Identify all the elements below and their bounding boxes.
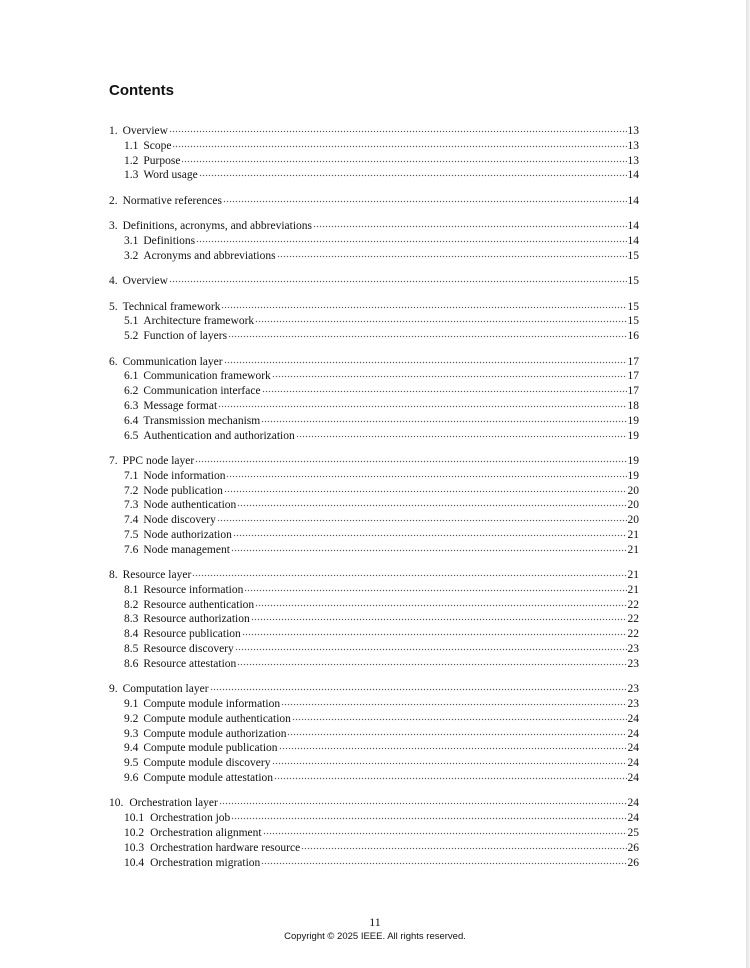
entry-page-number: 13 bbox=[627, 154, 639, 167]
toc-section-group bbox=[109, 274, 639, 289]
toc-entry[interactable] bbox=[109, 568, 639, 583]
entry-page-number: 21 bbox=[627, 528, 639, 541]
toc-subentry[interactable] bbox=[109, 612, 639, 627]
entry-number: 6.1 bbox=[124, 370, 139, 383]
copyright-notice: Copyright © 2025 IEEE. All rights reserved. bbox=[284, 931, 466, 942]
entry-title: Overview bbox=[122, 125, 168, 137]
entry-title: Compute module authorization bbox=[143, 727, 287, 740]
entry-title: Resource publication bbox=[143, 628, 241, 641]
toc-entry[interactable] bbox=[109, 682, 639, 697]
toc-subentry[interactable] bbox=[109, 657, 639, 672]
dot-leader bbox=[292, 718, 627, 721]
toc-entry[interactable] bbox=[109, 124, 639, 139]
dot-leader bbox=[192, 574, 626, 577]
entry-title: Orchestration layer bbox=[129, 797, 218, 810]
entry-page-number: 14 bbox=[627, 169, 639, 182]
entry-title: Communication layer bbox=[122, 355, 223, 368]
entry-page-number: 24 bbox=[627, 757, 639, 770]
dot-leader bbox=[272, 375, 627, 378]
dot-leader bbox=[217, 519, 627, 522]
dot-leader bbox=[226, 475, 626, 478]
dot-leader bbox=[242, 633, 627, 636]
toc-section-group bbox=[109, 796, 639, 870]
toc-subentry[interactable] bbox=[109, 642, 639, 657]
entry-page-number: 24 bbox=[627, 797, 639, 810]
dot-leader bbox=[235, 648, 627, 651]
entry-page-number: 20 bbox=[627, 499, 639, 512]
toc-subentry[interactable] bbox=[109, 697, 639, 712]
entry-number: 6.3 bbox=[124, 399, 139, 412]
toc-subentry[interactable] bbox=[109, 756, 639, 771]
entry-title: Node information bbox=[143, 469, 226, 482]
entry-number: 10. bbox=[109, 797, 124, 810]
dot-leader bbox=[261, 420, 626, 423]
entry-title: Communication framework bbox=[143, 370, 271, 383]
entry-number: 7.5 bbox=[124, 528, 139, 541]
entry-page-number: 21 bbox=[627, 583, 639, 596]
toc-subentry[interactable] bbox=[109, 369, 639, 384]
toc-subentry[interactable] bbox=[109, 841, 639, 856]
entry-page-number: 21 bbox=[627, 569, 639, 582]
dot-leader bbox=[172, 145, 626, 148]
toc-subentry[interactable] bbox=[109, 598, 639, 613]
entry-number: 1. bbox=[109, 125, 118, 137]
entry-title: Resource attestation bbox=[143, 657, 237, 670]
entry-number: 7.3 bbox=[124, 499, 139, 512]
entry-number: 7.6 bbox=[124, 543, 139, 556]
entry-page-number: 15 bbox=[627, 275, 639, 288]
dot-leader bbox=[221, 306, 626, 309]
entry-number: 9.2 bbox=[124, 712, 139, 725]
entry-number: 1.2 bbox=[124, 154, 139, 167]
dot-leader bbox=[210, 688, 627, 691]
entry-title: Resource discovery bbox=[143, 643, 234, 656]
entry-number: 9.3 bbox=[124, 727, 139, 740]
dot-leader bbox=[233, 534, 627, 537]
toc-entry[interactable] bbox=[109, 194, 639, 209]
entry-number: 4. bbox=[109, 275, 118, 288]
dot-leader bbox=[261, 862, 626, 865]
entry-page-number: 19 bbox=[627, 454, 639, 467]
entry-title: Transmission mechanism bbox=[143, 414, 261, 427]
toc-subentry[interactable] bbox=[109, 249, 639, 264]
dot-leader bbox=[274, 777, 626, 780]
entry-number: 9.5 bbox=[124, 757, 139, 770]
entry-page-number: 24 bbox=[627, 772, 639, 785]
entry-page-number: 23 bbox=[627, 698, 639, 711]
toc-entry[interactable] bbox=[109, 219, 639, 234]
toc-section-group bbox=[109, 568, 639, 672]
dot-leader bbox=[199, 174, 627, 177]
entry-title: Architecture framework bbox=[143, 315, 255, 328]
toc-subentry[interactable] bbox=[109, 811, 639, 826]
entry-number: 9.4 bbox=[124, 742, 139, 755]
entry-title: Communication interface bbox=[143, 385, 261, 398]
entry-number: 1.3 bbox=[124, 169, 139, 182]
entry-page-number: 19 bbox=[627, 469, 639, 482]
entry-page-number: 23 bbox=[627, 657, 639, 670]
dot-leader bbox=[231, 817, 626, 820]
entry-page-number: 19 bbox=[627, 429, 639, 442]
entry-title: Node authentication bbox=[143, 499, 237, 512]
entry-number: 5.2 bbox=[124, 330, 139, 343]
toc-subentry[interactable] bbox=[109, 314, 639, 329]
entry-number: 9.6 bbox=[124, 772, 139, 785]
entry-page-number: 21 bbox=[627, 543, 639, 556]
entry-title: Orchestration migration bbox=[150, 856, 261, 869]
entry-title: Normative references bbox=[122, 194, 222, 207]
toc-section-group bbox=[109, 194, 639, 209]
entry-page-number: 22 bbox=[627, 628, 639, 641]
entry-title: Compute module discovery bbox=[143, 757, 271, 770]
toc-subentry[interactable] bbox=[109, 139, 639, 154]
entry-title: PPC node layer bbox=[122, 454, 195, 467]
toc-section-group bbox=[109, 355, 639, 444]
entry-title: Orchestration alignment bbox=[150, 827, 262, 840]
entry-number: 8.6 bbox=[124, 657, 139, 670]
toc-subentry[interactable] bbox=[109, 771, 639, 786]
entry-number: 3. bbox=[109, 220, 118, 233]
entry-number: 2. bbox=[109, 194, 118, 207]
toc-subentry[interactable] bbox=[109, 469, 639, 484]
toc-subentry[interactable] bbox=[109, 414, 639, 429]
entry-title: Message format bbox=[143, 399, 218, 412]
entry-page-number: 15 bbox=[627, 315, 639, 328]
entry-page-number: 22 bbox=[627, 613, 639, 626]
toc-subentry[interactable] bbox=[109, 856, 639, 871]
entry-title: Orchestration job bbox=[150, 812, 231, 825]
toc-subentry[interactable] bbox=[109, 741, 639, 756]
entry-page-number: 26 bbox=[627, 856, 639, 869]
entry-page-number: 13 bbox=[627, 139, 639, 152]
toc-section-group bbox=[109, 300, 639, 344]
toc-subentry[interactable] bbox=[109, 712, 639, 727]
entry-page-number: 15 bbox=[627, 300, 639, 313]
entry-number: 7. bbox=[109, 454, 118, 467]
entry-number: 5. bbox=[109, 300, 118, 313]
dot-leader bbox=[272, 762, 627, 765]
entry-title: Compute module attestation bbox=[143, 772, 274, 785]
dot-leader bbox=[218, 405, 626, 408]
dot-leader bbox=[262, 390, 627, 393]
dot-leader bbox=[255, 604, 626, 607]
toc-subentry[interactable] bbox=[109, 484, 639, 499]
dot-leader bbox=[195, 460, 626, 463]
entry-page-number: 16 bbox=[627, 330, 639, 343]
entry-page-number: 20 bbox=[627, 514, 639, 527]
dot-leader bbox=[279, 747, 627, 750]
dot-leader bbox=[287, 733, 626, 736]
dot-leader bbox=[169, 130, 627, 133]
toc-section-group bbox=[109, 124, 639, 183]
entry-title: Resource authorization bbox=[143, 613, 250, 626]
toc-subentry[interactable] bbox=[109, 498, 639, 513]
entry-number: 8.5 bbox=[124, 643, 139, 656]
entry-number: 1.1 bbox=[124, 139, 139, 152]
entry-title: Orchestration hardware resource bbox=[150, 841, 301, 854]
entry-number: 8.1 bbox=[124, 583, 139, 596]
entry-number: 3.2 bbox=[124, 249, 139, 262]
toc-entry[interactable] bbox=[109, 796, 639, 811]
entry-title: Scope bbox=[143, 139, 172, 152]
entry-number: 6.4 bbox=[124, 414, 139, 427]
entry-page-number: 23 bbox=[627, 683, 639, 696]
toc-subentry[interactable] bbox=[109, 154, 639, 169]
dot-leader bbox=[219, 802, 627, 805]
table-of-contents bbox=[109, 124, 639, 881]
toc-subentry[interactable] bbox=[109, 627, 639, 642]
toc-subentry[interactable] bbox=[109, 727, 639, 742]
toc-subentry[interactable] bbox=[109, 513, 639, 528]
toc-section-group bbox=[109, 454, 639, 558]
entry-page-number: 20 bbox=[627, 484, 639, 497]
toc-subentry[interactable] bbox=[109, 583, 639, 598]
dot-leader bbox=[277, 255, 627, 258]
entry-page-number: 13 bbox=[627, 125, 639, 137]
dot-leader bbox=[224, 361, 627, 364]
dot-leader bbox=[231, 549, 627, 552]
entry-page-number: 24 bbox=[627, 712, 639, 725]
dot-leader bbox=[244, 589, 626, 592]
entry-number: 10.2 bbox=[124, 827, 145, 840]
entry-number: 6. bbox=[109, 355, 118, 368]
entry-page-number: 24 bbox=[627, 727, 639, 740]
entry-number: 7.4 bbox=[124, 514, 139, 527]
entry-title: Definitions, acronyms, and abbreviations bbox=[122, 220, 313, 233]
entry-title: Compute module authentication bbox=[143, 712, 291, 725]
entry-number: 10.4 bbox=[124, 856, 145, 869]
dot-leader bbox=[263, 832, 627, 835]
dot-leader bbox=[281, 703, 626, 706]
entry-page-number: 17 bbox=[627, 355, 639, 368]
entry-title: Node management bbox=[143, 543, 230, 556]
entry-title: Node authorization bbox=[143, 528, 232, 541]
toc-subentry[interactable] bbox=[109, 429, 639, 444]
entry-title: Technical framework bbox=[122, 300, 221, 313]
entry-title: Overview bbox=[122, 275, 168, 288]
entry-number: 10.1 bbox=[124, 812, 145, 825]
page-number: 11 bbox=[369, 915, 381, 929]
toc-entry[interactable] bbox=[109, 300, 639, 315]
toc-subentry[interactable] bbox=[109, 826, 639, 841]
toc-subentry[interactable] bbox=[109, 384, 639, 399]
dot-leader bbox=[255, 320, 626, 323]
toc-entry[interactable] bbox=[109, 355, 639, 370]
dot-leader bbox=[223, 200, 627, 203]
entry-number: 8. bbox=[109, 569, 118, 582]
entry-page-number: 23 bbox=[627, 643, 639, 656]
entry-title: Resource information bbox=[143, 583, 244, 596]
entry-title: Compute module information bbox=[143, 698, 281, 711]
page-title: Contents bbox=[109, 82, 174, 99]
entry-title: Computation layer bbox=[122, 683, 209, 696]
toc-subentry[interactable] bbox=[109, 543, 639, 558]
entry-page-number: 14 bbox=[627, 220, 639, 233]
entry-page-number: 14 bbox=[627, 194, 639, 207]
entry-page-number: 26 bbox=[627, 841, 639, 854]
entry-title: Node publication bbox=[143, 484, 223, 497]
toc-subentry[interactable] bbox=[109, 329, 639, 344]
dot-leader bbox=[313, 225, 626, 228]
entry-page-number: 19 bbox=[627, 414, 639, 427]
toc-entry[interactable] bbox=[109, 454, 639, 469]
entry-page-number: 18 bbox=[627, 399, 639, 412]
toc-subentry[interactable] bbox=[109, 168, 639, 183]
toc-subentry[interactable] bbox=[109, 528, 639, 543]
entry-number: 6.5 bbox=[124, 429, 139, 442]
dot-leader bbox=[237, 504, 626, 507]
entry-title: Resource layer bbox=[122, 569, 192, 582]
toc-section-group bbox=[109, 219, 639, 263]
page-edge bbox=[746, 0, 750, 968]
entry-title: Word usage bbox=[143, 169, 198, 182]
dot-leader bbox=[224, 490, 627, 493]
entry-page-number: 24 bbox=[627, 742, 639, 755]
entry-title: Purpose bbox=[143, 154, 181, 167]
dot-leader bbox=[228, 335, 626, 338]
entry-page-number: 22 bbox=[627, 598, 639, 611]
entry-title: Acronyms and abbreviations bbox=[143, 249, 276, 262]
entry-page-number: 17 bbox=[627, 370, 639, 383]
entry-number: 9.1 bbox=[124, 698, 139, 711]
entry-page-number: 17 bbox=[627, 385, 639, 398]
dot-leader bbox=[169, 280, 627, 283]
entry-title: Node discovery bbox=[143, 514, 216, 527]
dot-leader bbox=[181, 160, 626, 163]
entry-title: Definitions bbox=[143, 234, 196, 247]
entry-number: 9. bbox=[109, 683, 118, 696]
dot-leader bbox=[237, 663, 626, 666]
dot-leader bbox=[296, 435, 627, 438]
entry-number: 8.4 bbox=[124, 628, 139, 641]
dot-leader bbox=[301, 847, 626, 850]
toc-section-group bbox=[109, 682, 639, 786]
entry-title: Resource authentication bbox=[143, 598, 255, 611]
entry-number: 7.2 bbox=[124, 484, 139, 497]
entry-number: 3.1 bbox=[124, 234, 139, 247]
entry-number: 8.3 bbox=[124, 613, 139, 626]
toc-entry[interactable] bbox=[109, 274, 639, 289]
entry-page-number: 24 bbox=[627, 812, 639, 825]
entry-page-number: 15 bbox=[627, 249, 639, 262]
dot-leader bbox=[251, 618, 627, 621]
entry-number: 6.2 bbox=[124, 385, 139, 398]
entry-number: 7.1 bbox=[124, 469, 139, 482]
entry-title: Authentication and authorization bbox=[143, 429, 295, 442]
entry-title: Compute module publication bbox=[143, 742, 278, 755]
dot-leader bbox=[196, 240, 626, 243]
entry-title: Function of layers bbox=[143, 330, 228, 343]
entry-number: 8.2 bbox=[124, 598, 139, 611]
entry-page-number: 14 bbox=[627, 234, 639, 247]
entry-number: 10.3 bbox=[124, 841, 145, 854]
toc-subentry[interactable] bbox=[109, 234, 639, 249]
toc-subentry[interactable] bbox=[109, 399, 639, 414]
entry-page-number: 25 bbox=[627, 827, 639, 840]
entry-number: 5.1 bbox=[124, 315, 139, 328]
